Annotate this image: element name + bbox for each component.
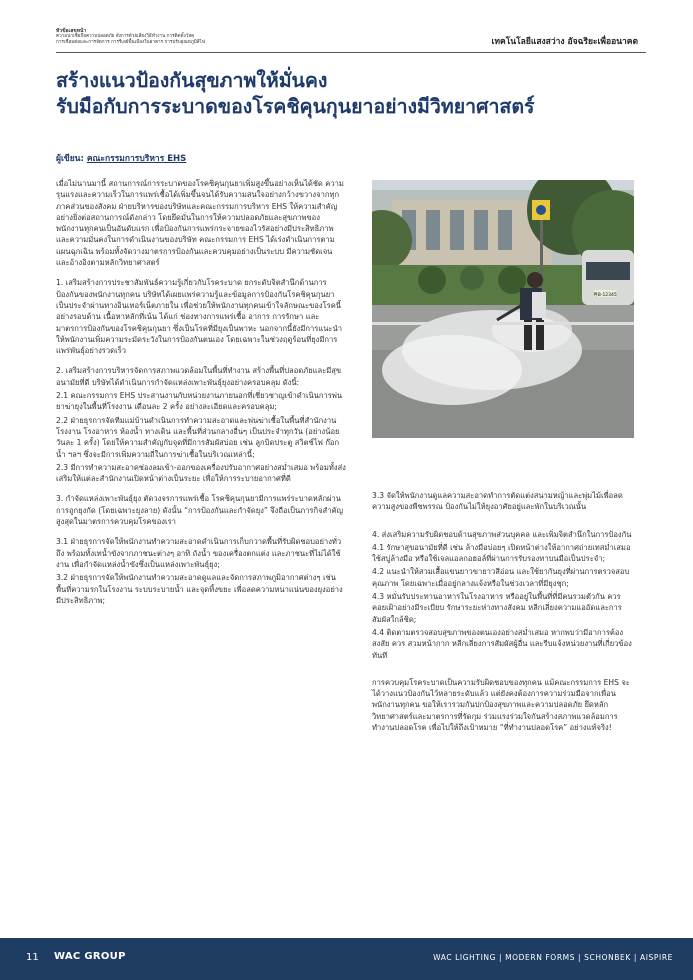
header-label: หัวข้อเลขหน้า: [56, 28, 87, 34]
intro-paragraph: เมื่อไม่นานมานี้ สถานการณ์การระบาดของโรคชิคุนกุนยาเพิ่มสูงขึ้นอย่างเห็นได้ชัด ความรุนแรงและความเร็วในการแพร่เชื้อได้เพิ่มขึ้นจนได้รับความสนใจอย่างกว้างขวางจากทุกภาคส่วนของสังคม ฝ่ายบริหารของบริษัทและคณะกรรมการบริหาร EHS ให้ความสำคัญอย่างยิ่งต่อสถานการณ์ดังกล่าว โดยยึดมั่นในการให้ความปลอดภัยและสุขภาพของพนักงานทุกคนเป็นอันดับแรก เพื่อป้องกันการแพร่กระจายของไวรัสอย่างมีประสิทธิภาพ และความมั่นคงในการดำเนินงานของบริษัท คณะกรรมการ EHS ได้เร่งดำเนินการตามแผนฉุกเฉิน พร้อมทั้งจัดวางมาตรการป้องกันและควบคุมอย่างเป็นระบบ มีความชัดเจน และอ้างอิงตามหลักวิทยาศาสตร์: [56, 179, 344, 268]
header-nav: [56, 28, 296, 46]
page-number: 11: [26, 952, 39, 963]
wac-group-logo: WAC GROUP: [54, 951, 126, 962]
author-label: ผู้เขียน:: [56, 154, 84, 164]
header-section-title: เทคโนโลยีแสงสว่าง อัจฉริยะเพื่ออนาคต: [491, 37, 638, 47]
fogging-photo: [372, 180, 634, 438]
section-3-heading: 3. กำจัดแหล่งเพาะพันธุ์ยุง ตัดวงจรการแพร่เชื้อ โรคชิคุนกุนยามีการแพร่ระบาดหลักผ่านการถูกยุงกัด (โดยเฉพาะยุงลาย) ดังนั้น “การป้องกันและกำจัดยุง” จึงถือเป็นภารกิจสำคัญสูงสุดในมาตรการควบคุมโรคของเรา: [56, 494, 344, 527]
item-2-1: 2.1 คณะกรรมการ EHS ประสานงานกับหน่วยงานภายนอกที่เชี่ยวชาญเข้าดำเนินการพ่นยาฆ่ายุงในพื้นที่โรงงาน เดือนละ 2 ครั้ง อย่างละเอียดและครอบคลุม;: [56, 391, 343, 412]
item-2-2: 2.2 ฝ่ายธุรการจัดทีมแม่บ้านดำเนินการทำความสะอาดและพ่นฆ่าเชื้อในพื้นที่สำนักงาน โรงงาน โรงอาหาร ห้องน้ำ ทางเดิน และพื้นที่ส่วนกลางอื่นๆ เป็นประจำทุกวัน (อย่างน้อยวันละ 1 ครั้ง) โดยให้ความสำคัญกับจุดที่มีการสัมผัสบ่อย เช่น ลูกบิดประตู สวิตช์ไฟ ก๊อกน้ำ ฯลฯ ซึ่งจะมีการเพิ่มความถี่ในการฆ่าเชื้อในบริเวณเหล่านี้;: [56, 415, 340, 459]
article-column-left: [56, 178, 346, 615]
plate-text: 粤B-12345: [593, 293, 617, 298]
item-4-3: 4.3 หมั่นรับประทานอาหารในโรงอาหาร หรืออยู่ในพื้นที่ที่มีคนรวมตัวกัน ควรคอยเฝ้าอย่างมีระเบียบ รักษาระยะห่างทางสังคม หลีกเลี่ยงความแออัดและการสัมผัสใกล้ชิด;: [372, 592, 622, 624]
section-4-heading: 4. ส่งเสริมความรับผิดชอบด้านสุขภาพส่วนบุคคล และเพิ่มจิตสำนึกในการป้องกัน: [372, 529, 632, 539]
header-line-2: การเชื่อมต่อและการจัดการ การรีเลย์พื้นเมืองในอาคาร การปรับอุณหภูมิสีไฟ: [56, 40, 206, 45]
item-3-3: 3.3 จัดให้พนักงานดูแลความสะอาดทำการตัดแต่งสนามหญ้าและพุ่มไม้เพื่อลดความสูงของพืชพรรณ ป้องกันไม่ให้ยุงอาศัยอยู่และพักในบริเวณนั้น: [372, 491, 623, 512]
item-3-2: 3.2 ฝ่ายธุรการจัดให้พนักงานทำความสะอาดดูแลและจัดการสภาพภูมิอากาศต่างๆ เช่น พื้นที่ความรกในโรงงาน ระบบระบายน้ำ และจุดทิ้งขยะ เพื่อลดความหนาแน่นของยุงอย่างมีประสิทธิภาพ;: [56, 573, 343, 605]
item-2-3: 2.3 มีการทำความสะอาดช่องลมเข้า-ออกของเครื่องปรับอากาศอย่างสม่ำเสมอ พร้อมทั้งส่งเสริมให้แต่ละสำนักงานเปิดหน้าต่างเป็นระยะ เพื่อให้การระบายอากาศที่ดี: [56, 462, 346, 484]
author-line: [56, 151, 186, 165]
section-1-paragraph: 1. เสริมสร้างการประชาสัมพันธ์ความรู้เกี่ยวกับโรคระบาด ยกระดับจิตสำนึกด้านการป้องกันของพนักงานทุกคน บริษัทได้เผยแพร่ความรู้และข้อมูลการป้องกันโรคชิคุนกุนยาเป็นประจำผ่านทางอินเทอร์เน็ตภายใน เพื่อช่วยให้พนักงานทุกคนเข้าใจลักษณะของโรคนี้อย่างรอบด้าน เนื้อหาหลักที่เน้น ได้แก่ ช่องทางการแพร่เชื้อ อาการ การรักษา และมาตรการป้องกันของโรคชิคุนกุนยา ซึ่งเป็นโรคที่มียุงเป็นพาหะ นอกจากนี้ยังมีการแนะนำให้พนักงานเพิ่มความระมัดระวังในการป้องกันตนเอง โดยเฉพาะในช่วงฤดูร้อนที่ยุงมีการแพร่พันธุ์อย่างรวดเร็ว: [56, 278, 342, 356]
page-footer: [0, 938, 693, 980]
item-3-1: 3.1 ฝ่ายธุรการจัดให้พนักงานทำความสะอาดดำเนินการเก็บกวาดพื้นที่รับผิดชอบอย่างทั่วถึง พร้อมทั้งเทน้ำขังจากภาชนะต่างๆ อาทิ ถังน้ำ ของเครื่องตกแต่ง และภาชนะที่ไม่ได้ใช้งาน เพื่อกำจัดแหล่งน้ำขังซึ่งเป็นแหล่งเพาะพันธุ์ยุง;: [56, 537, 342, 569]
closing-paragraph: การควบคุมโรคระบาดเป็นความรับผิดชอบของทุกคน แม้คณะกรรมการ EHS จะได้วางแนวป้องกันไว้หลายระดับแล้ว แต่ยังคงต้องการความร่วมมือจากเพื่อนพนักงานทุกคน ขอให้เรารวมกันปกป้องสุขภาพและความปลอดภัย ยึดหลักวิทยาศาสตร์และมาตรการที่รัดกุม ร่วมแรงร่วมใจกันสร้างสภาพแวดล้อมการทำงานปลอดโรค เพื่อไปให้ถึงเป้าหมาย “ที่ทำงานปลอดโรค” อย่างแท้จริง!: [372, 677, 630, 733]
author-name: คณะกรรมการบริหาร EHS: [86, 154, 187, 164]
title-line-1: สร้างแนวป้องกันสุขภาพให้มั่นคง: [56, 69, 328, 92]
header-line-1: ความน่าเชื่อถือความปลอดภัย สั่งการด้วยเสียงวิธีทำงาน การติดตั้งวัสดุ: [56, 34, 195, 39]
article-column-right: [372, 490, 634, 742]
item-4-1: 4.1 รักษาสุขอนามัยที่ดี เช่น ล้างมือบ่อยๆ เปิดหน้าต่างให้อากาศถ่ายเทสม่ำเสมอ ใช้สบู่ล้างมือ หรือใช้เจลแอลกอฮอล์ที่ผ่านการรับรองทาบนมือเป็นประจำ;: [372, 542, 631, 564]
item-4-2: 4.2 แนะนำให้สวมเสื้อแขนยาวขายาวสีอ่อน และใช้ยากันยุงที่ผ่านการตรวจสอบคุณภาพ โดยเฉพาะเมื่ออยู่กลางแจ้งหรือในช่วงเวลาที่มียุงชุก;: [372, 567, 630, 588]
header-divider: [56, 52, 646, 53]
section-2-heading: 2. เสริมสร้างการบริหารจัดการสภาพแวดล้อมในพื้นที่ทำงาน สร้างพื้นที่ปลอดภัยและมีสุขอนามัยที่ดี บริษัทได้ดำเนินการกำจัดแหล่งเพาะพันธุ์ยุงอย่างครอบคลุม ดังนี้:: [56, 366, 342, 387]
item-4-4: 4.4 ติดตามตรวจสอบสุขภาพของตนเองอย่างสม่ำเสมอ หากพบว่ามีอาการต้องสงสัย ควร สวมหน้ากาก หลีกเลี่ยงการสัมผัสผู้อื่น และรีบแจ้งหน่วยงานที่เกี่ยวข้องทันที: [372, 627, 632, 660]
article-title: [56, 68, 656, 120]
footer-brands: WAC LIGHTING | MODERN FORMS | SCHONBEK | AISPIRE: [433, 953, 673, 962]
title-line-2: รับมือกับการระบาดของโรคชิคุนกุนยาอย่างมีวิทยาศาสตร์: [56, 95, 535, 118]
